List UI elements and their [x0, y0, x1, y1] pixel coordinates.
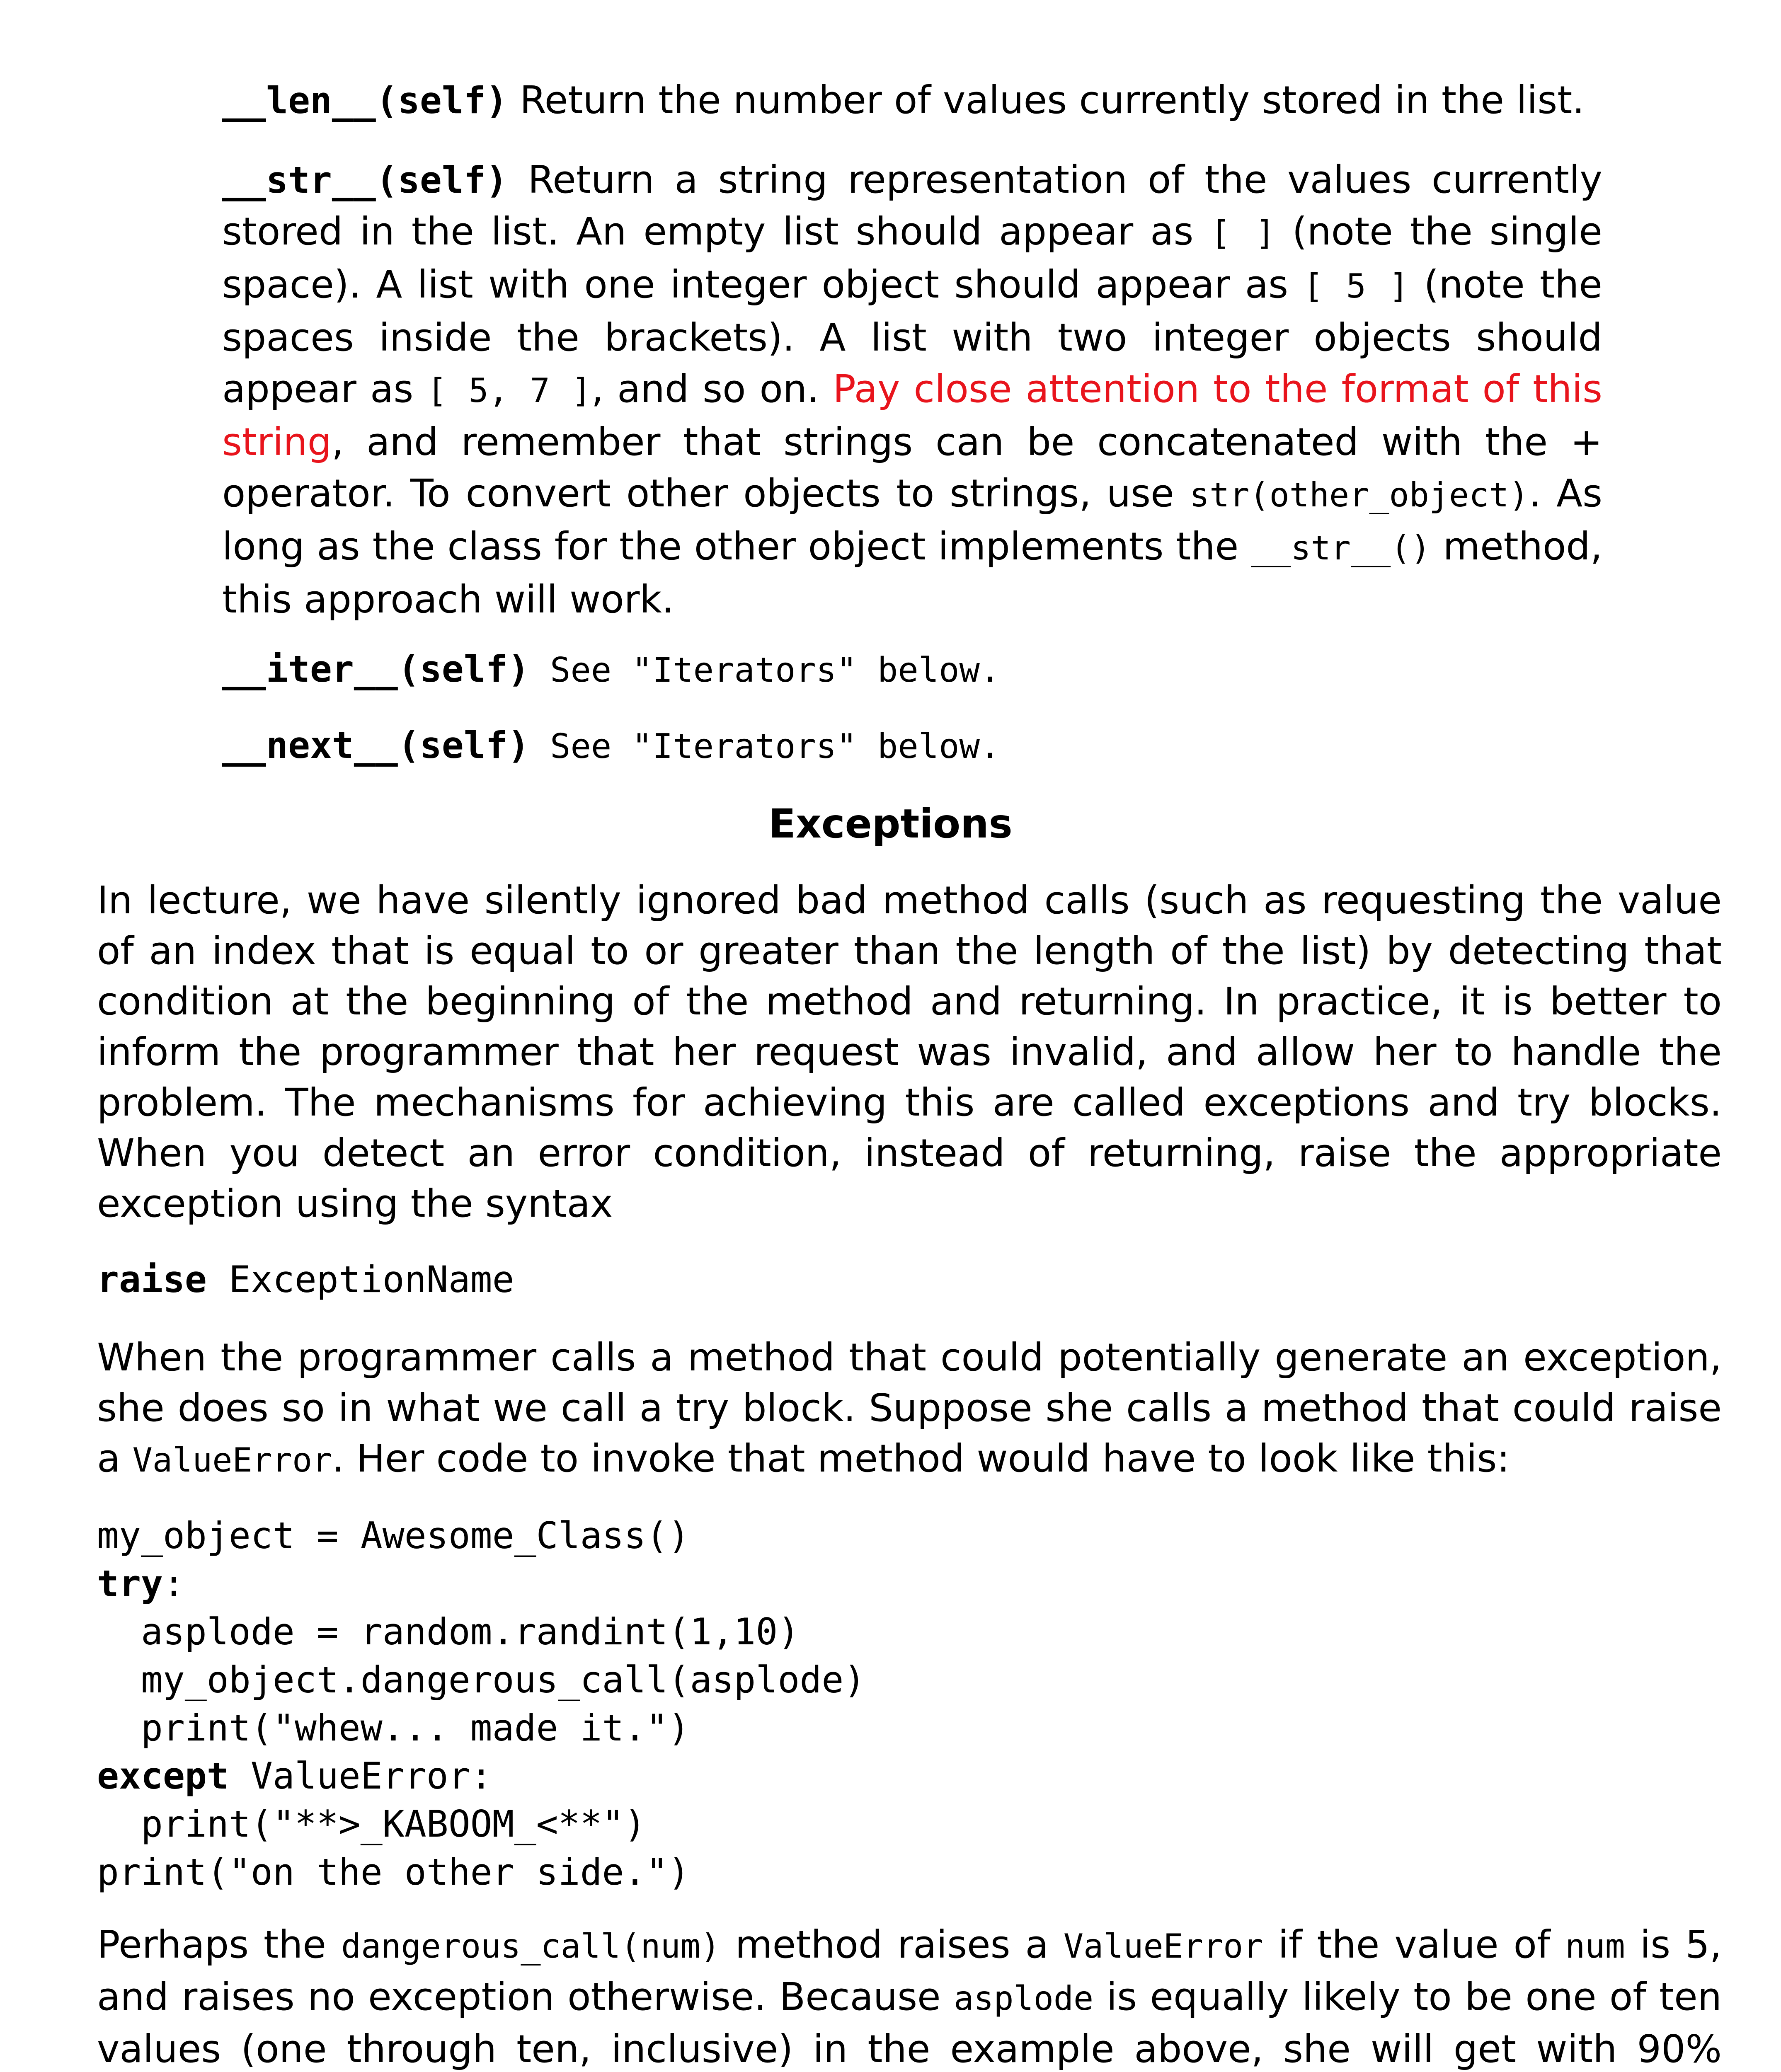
method-description: (note the spaces inside the brackets). A list with two integer objects should appear as: [222, 262, 1602, 411]
code-line: my_object.dangerous_call(asplode): [97, 1658, 866, 1701]
code-line: print("on the other side."): [97, 1851, 690, 1893]
inline-code: [ 5 ]: [1303, 267, 1409, 305]
inline-code: num: [1565, 1927, 1625, 1965]
inline-code: [ 5, 7 ]: [427, 371, 591, 410]
code-line: [97, 1752, 492, 1800]
paragraph-text: When the programmer calls a method that could potentially generate an exception, she does so in what we call a try block. Suppose she calls a method that could raise a: [97, 1335, 1722, 1481]
paragraph-text: Perhaps the: [97, 1922, 341, 1967]
emphasis-text: Pay close attention to the format of this string: [222, 367, 1603, 464]
raise-syntax: [97, 1256, 514, 1304]
method-signature: __str__(self): [222, 159, 508, 201]
method-signature: __iter__(self): [222, 648, 530, 690]
method-signature: __len__(self): [222, 79, 508, 122]
inline-code: asplode: [954, 1979, 1094, 2018]
paragraph-text: method raises a: [720, 1922, 1064, 1967]
method-signature: __next__(self): [222, 724, 530, 767]
code-line: [97, 1560, 185, 1608]
method-description: method, this approach will work.: [222, 524, 1602, 622]
inline-code: [ ]: [1210, 214, 1275, 252]
code-text: :: [162, 1562, 185, 1605]
inline-code: str(other_object): [1189, 476, 1529, 514]
paragraph-text: is equally likely to be one of ten values (one through ten, inclusive) in the example above, she will get with 90%: [97, 1975, 1722, 2071]
method-len: [222, 75, 1602, 126]
method-description: Return the number of values currently stored in the list.: [507, 78, 1585, 122]
method-description: , and remember that strings can be concatenated with the + operator. To convert other objects to strings, use: [222, 420, 1602, 516]
paragraph-text: is 5, and raises no exception otherwise. Because: [97, 1922, 1722, 2019]
code-line: asplode = random.randint(1,10): [97, 1610, 800, 1653]
try-paragraph: [97, 1332, 1722, 1486]
intro-paragraph: In lecture, we have silently ignored bad method calls (such as requesting the value of an index that is equal to or greater than the length of the list) by detecting that condition at the beginning of the method and returning. In practice, it is better to inform the programmer that her request was invalid, and allow her to handle the problem. The mechanisms for achieving this are called exceptions and try blocks. When you detect an error condition, instead of returning, raise the appropriate exception using the syntax: [97, 878, 1722, 1226]
code-keyword: except: [97, 1755, 229, 1797]
paragraph-text: . Her code to invoke that method would have to look like this:: [332, 1436, 1510, 1481]
method-str: [222, 154, 1602, 625]
section-heading: Exceptions: [768, 801, 1013, 847]
code-text: ValueError:: [228, 1755, 492, 1797]
method-description: , and so on.: [591, 367, 833, 411]
inline-code: ValueError: [1063, 1927, 1263, 1965]
method-description: . As long as the class for the other object implements the: [222, 471, 1602, 569]
method-description: See "Iterators" below.: [529, 651, 1001, 690]
method-description: (note the single space). A list with one integer object should appear as: [222, 209, 1602, 307]
code-line: my_object = Awesome_Class(): [97, 1514, 690, 1557]
inline-code: dangerous_call(num): [341, 1927, 721, 1965]
paragraph-text: if the value of: [1263, 1922, 1565, 1967]
method-description: See "Iterators" below.: [529, 727, 1001, 766]
code-text: ExceptionName: [206, 1258, 514, 1301]
code-keyword: try: [97, 1562, 163, 1605]
method-iter: [222, 643, 1602, 696]
method-description: Return a string representation of the values currently stored in the list. An empty list should appear as: [222, 157, 1602, 254]
method-next: [222, 719, 1602, 772]
code-line: print("**>_KABOOM_<**"): [97, 1803, 646, 1845]
outcome-paragraph: [97, 1920, 1722, 2072]
code-keyword: raise: [97, 1258, 207, 1301]
inline-code: ValueError: [132, 1441, 332, 1479]
code-line: print("whew... made it."): [97, 1706, 690, 1749]
inline-code: __str__(): [1251, 529, 1431, 567]
